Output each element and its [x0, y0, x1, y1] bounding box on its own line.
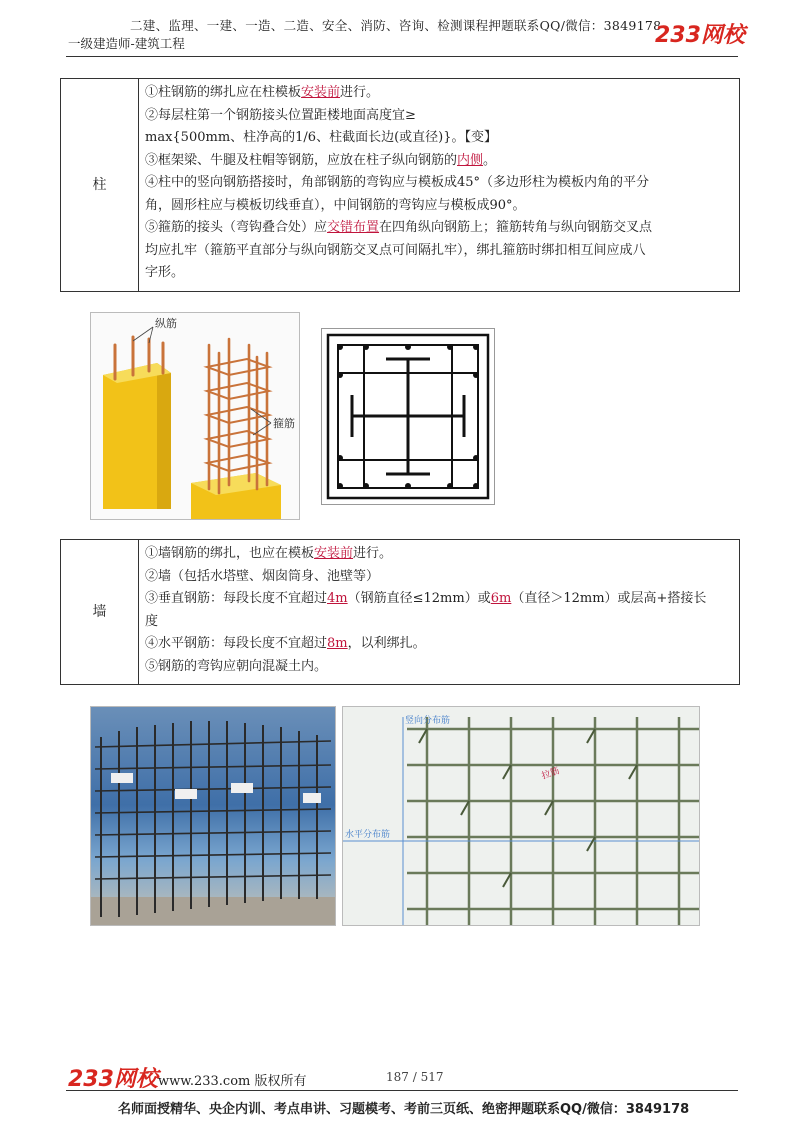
rule-line: 均应扎牢（箍筋平直部分与纵向钢筋交叉点可间隔扎牢），绑扎箍筋时绑扣相互间应成八 [145, 242, 646, 258]
label-horizontal-distribution-bar: 水平分布筋 [345, 829, 391, 839]
highlight-term: 内侧 [457, 152, 484, 168]
text-span: ①墙钢筋的绑扎，也应在模板 [145, 546, 315, 561]
highlight-term: 6m [490, 591, 512, 606]
wall-rules-text [139, 540, 740, 685]
header-contact-text: 二建、监理、一建、一造、二造、安全、消防、咨询、检测课程押题联系QQ/微信：3849178 [130, 18, 662, 33]
text-span: （钢筋直径≤12mm）或 [347, 591, 491, 606]
rule-line: 度 [145, 613, 159, 629]
rule-line: 角，圆形柱应与模板切线垂直），中间钢筋的弯钩应与模板成90°。 [145, 197, 526, 213]
wall-rules-table [60, 539, 740, 685]
column-rebar-illustration [90, 312, 300, 520]
highlight-term: 安装前 [301, 85, 341, 100]
footer-logo: 233网校 [68, 1067, 158, 1092]
label-longitudinal-bar: 纵筋 [155, 318, 177, 330]
footer-copyright: www.233.com 版权所有 [158, 1074, 307, 1089]
highlight-term: 交错布置 [327, 220, 380, 235]
footer-divider [66, 1090, 738, 1091]
wall-label: 墙 [61, 540, 139, 685]
header-subtitle: 一级建造师-建筑工程 [68, 36, 185, 51]
rule-line: max{500mm、柱净高的1/6、柱截面长边(或直径)}。【变】 [145, 130, 497, 145]
text-span: 。 [483, 152, 497, 168]
rule-line: ②墙（包括水塔壁、烟囱筒身、池壁等） [145, 568, 380, 584]
wall-rebar-photo [90, 706, 336, 926]
wall-rebar-diagram [342, 706, 700, 926]
text-span: ③垂直钢筋：每段长度不宜超过 [145, 591, 328, 606]
page-number: 187 / 517 [386, 1070, 444, 1084]
text-span: ，以利绑扎。 [347, 636, 426, 651]
text-span: ⑤箍筋的接头（弯钩叠合处）应 [145, 220, 328, 235]
rule-line: ④柱中的竖向钢筋搭接时，角部钢筋的弯钩应与模板成45°（多边形柱为模板内角的平分 [145, 175, 650, 190]
text-span: 进行。 [353, 546, 393, 561]
text-span: 在四角纵向钢筋上；箍筋转角与纵向钢筋交叉点 [379, 220, 653, 235]
rule-line: ⑤钢筋的弯钩应朝向混凝土内。 [145, 658, 328, 674]
text-span: ③框架梁、牛腿及柱帽等钢筋，应放在柱子纵向钢筋的 [145, 152, 458, 168]
highlight-term: 8m [327, 636, 348, 651]
text-span: ①柱钢筋的绑扎应在柱模板 [145, 85, 302, 100]
rule-line: ②每层柱第一个钢筋接头位置距楼地面高度宜≥ [145, 107, 416, 123]
label-tie-bar: 拉筋 [540, 765, 561, 781]
column-rules-table [60, 78, 740, 292]
highlight-term: 安装前 [314, 546, 354, 561]
label-stirrup: 箍筋 [273, 418, 295, 430]
text-span: （直径＞12mm）或层高+搭接长 [511, 591, 707, 606]
text-span: 进行。 [340, 85, 380, 100]
text-span: ④水平钢筋：每段长度不宜超过 [145, 636, 328, 651]
rule-line: 字形。 [145, 265, 185, 280]
footer-contact-text: 名师面授精华、央企内训、考点串讲、习题模考、考前三页纸、绝密押题联系QQ/微信：3849178 [118, 1102, 690, 1117]
header-divider [66, 56, 738, 57]
column-rules-text [139, 79, 740, 292]
brand-logo: 233网校 [655, 23, 745, 48]
highlight-term: 4m [327, 591, 348, 606]
column-section-drawing [321, 328, 495, 505]
label-vertical-distribution-bar: 竖向分布筋 [405, 715, 451, 725]
column-label: 柱 [61, 79, 139, 292]
